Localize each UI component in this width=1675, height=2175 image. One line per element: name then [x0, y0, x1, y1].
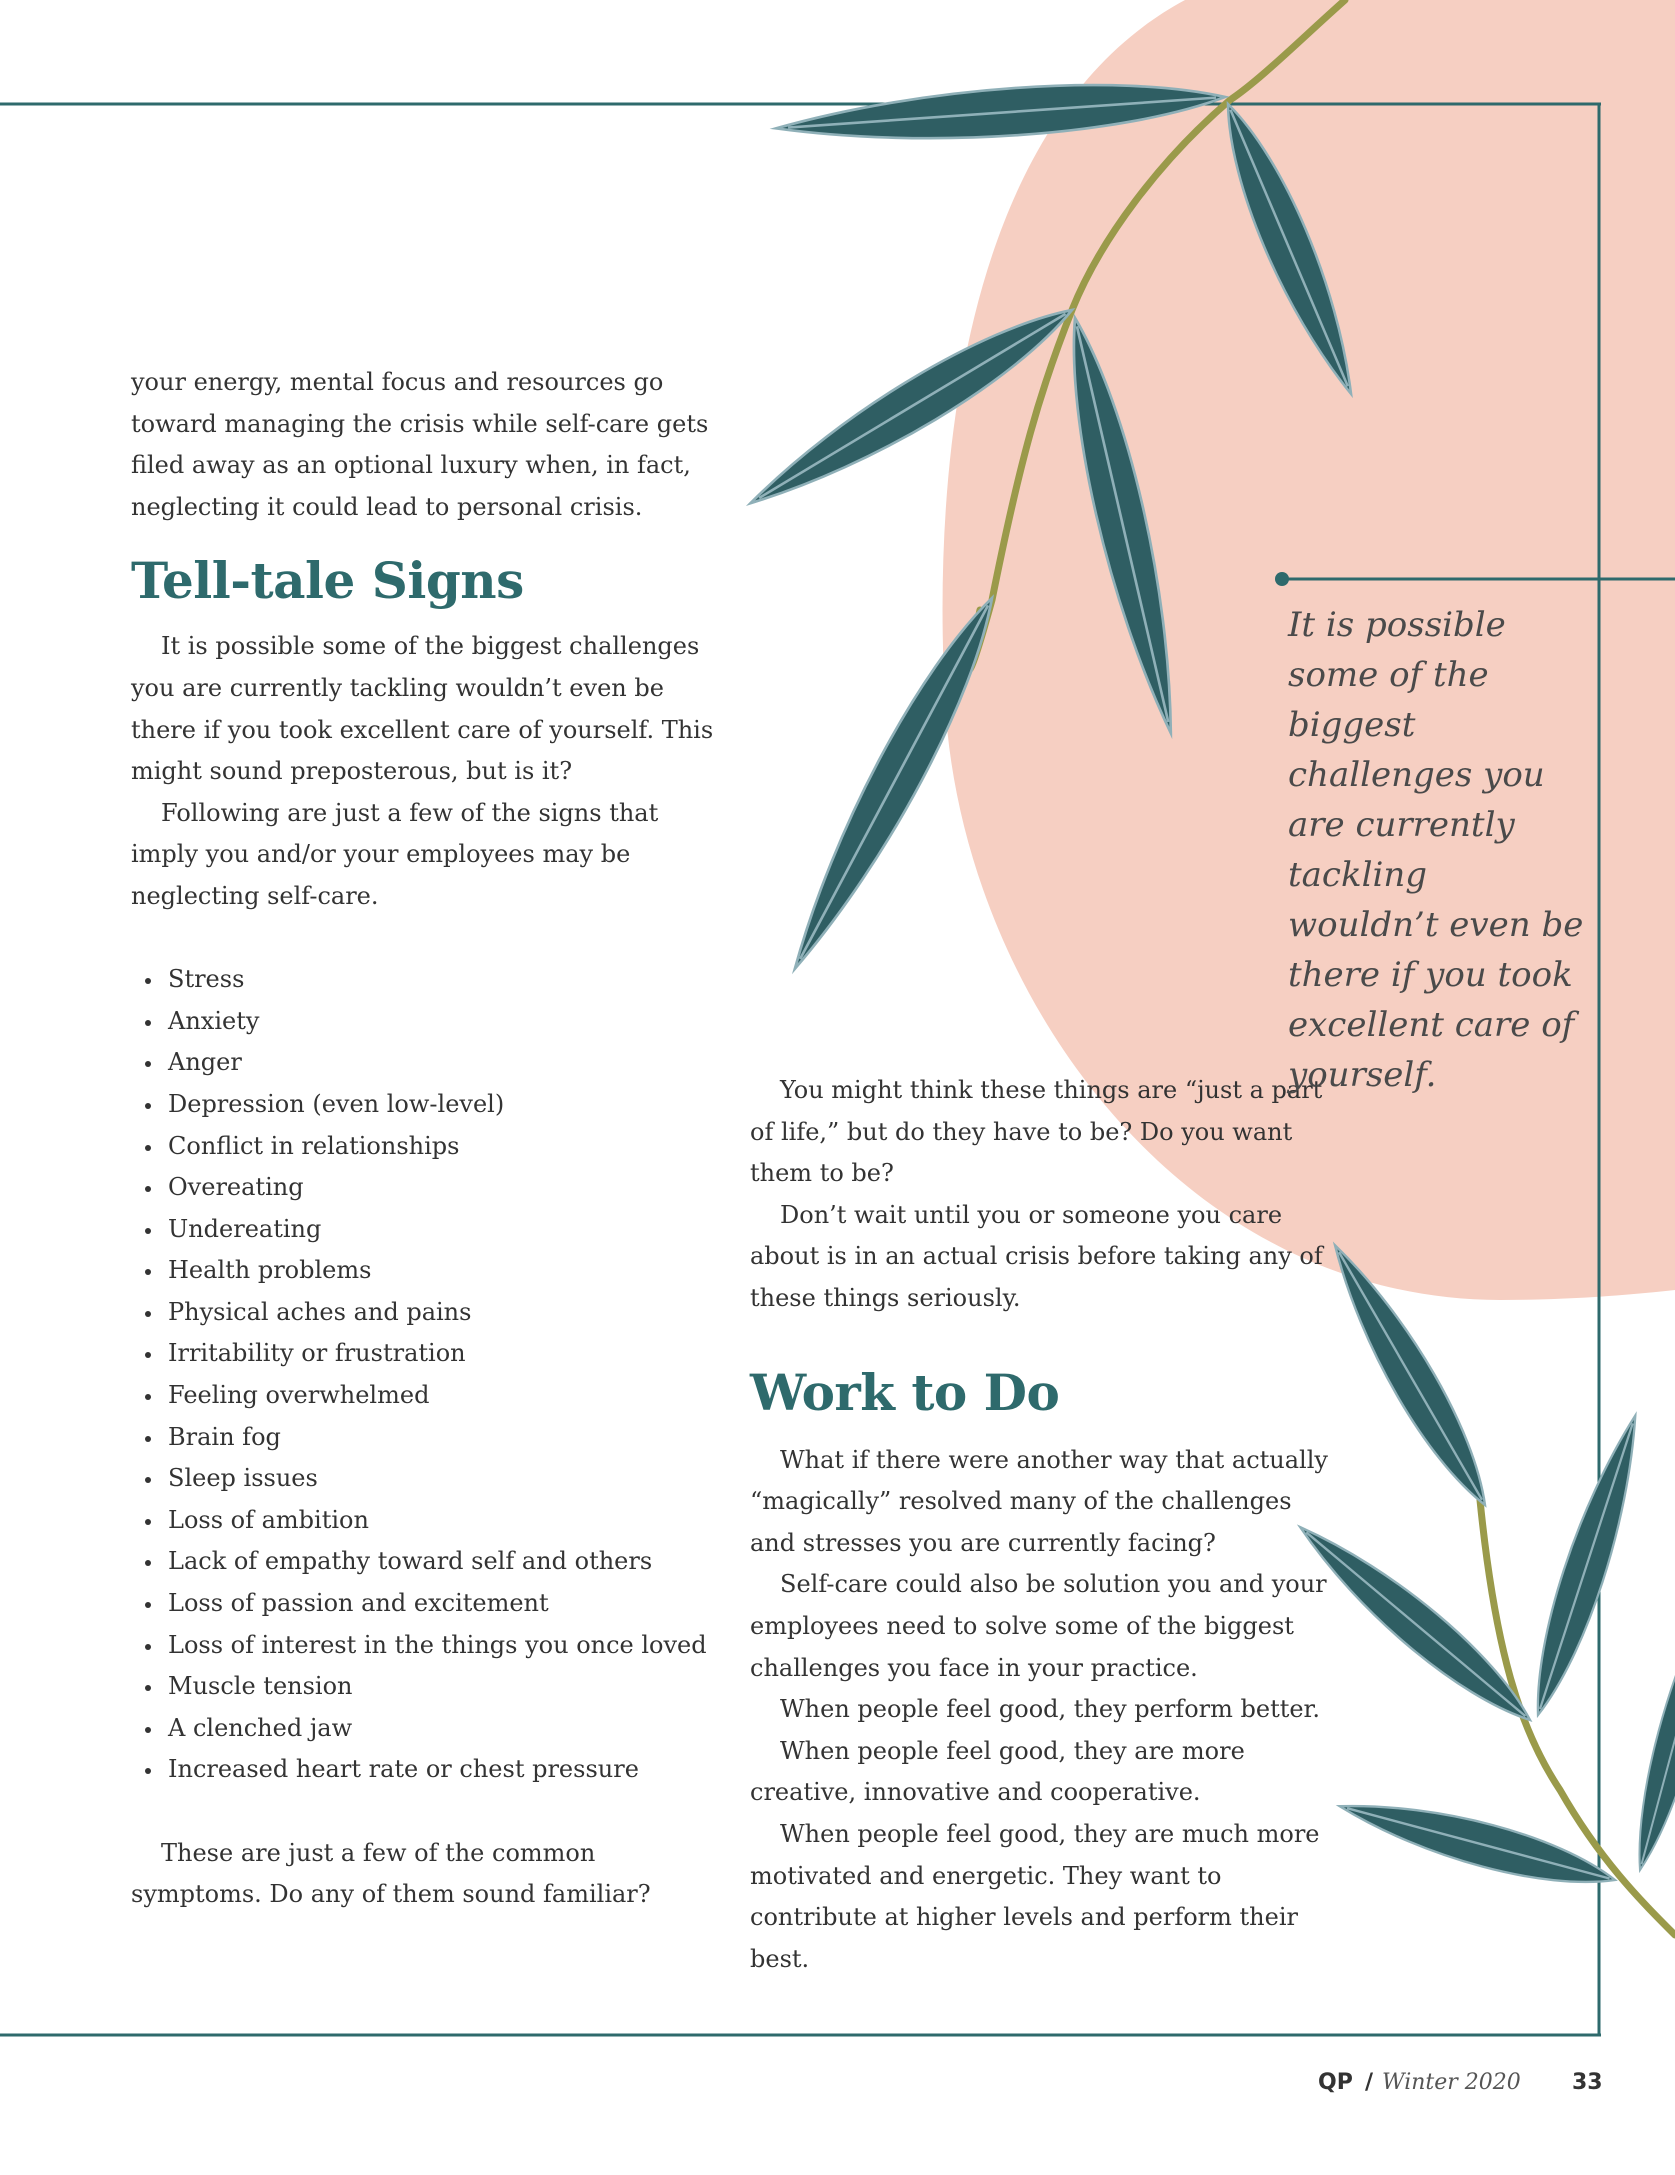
work-paragraph-2: Self-care could also be solution you and your employees need to solve some of the biggest challenges you face in your practice.	[750, 1570, 1327, 1682]
list-item: Irritability or frustration	[131, 1333, 716, 1375]
signs-paragraph-1: It is possible some of the biggest challenges you are currently tackling wouldn’t even be there if you took excellent care of yourself. This might sound preposterous, but is it?	[131, 632, 714, 786]
list-item: Anxiety	[131, 1001, 716, 1043]
work-paragraph-5: When people feel good, they are much more motivated and energetic. They want to contribute at higher levels and perform their best.	[750, 1819, 1320, 1973]
list-item: Health problems	[131, 1250, 716, 1292]
list-item: Brain fog	[131, 1417, 716, 1459]
intro-paragraph: your energy, mental focus and resources go toward managing the crisis while self-care gets filed away as an optional luxury when, in fact, neglecting it could lead to personal crisis.	[131, 368, 709, 521]
column-right	[750, 1070, 1335, 1980]
list-item: Loss of ambition	[131, 1500, 716, 1542]
footer-separator: /	[1365, 2070, 1374, 2095]
list-item: Conflict in relationships	[131, 1126, 716, 1168]
pull-quote: It is possible some of the biggest challenges you are currently tackling wouldn’t even be there if you took excellent care of yourself.	[1288, 605, 1584, 1095]
list-item: Muscle tension	[131, 1666, 716, 1708]
list-item: A clenched jaw	[131, 1708, 716, 1750]
list-item: Physical aches and pains	[131, 1292, 716, 1334]
work-paragraph-1: What if there were another way that actually “magically” resolved many of the challenges and stresses you are currently facing?	[750, 1445, 1328, 1557]
list-item: Lack of empathy toward self and others	[131, 1541, 716, 1583]
list-item: Anger	[131, 1042, 716, 1084]
list-item: Increased heart rate or chest pressure	[131, 1749, 716, 1791]
quote-rule-dot	[1275, 572, 1289, 586]
lower-branch-leaves	[1286, 1235, 1675, 1901]
heading-tell-tale-signs: Tell-tale Signs	[131, 551, 524, 611]
work-paragraph-3: When people feel good, they perform better.	[780, 1695, 1321, 1724]
list-item: Undereating	[131, 1209, 716, 1251]
issue-label: Winter 2020	[1382, 2070, 1521, 2095]
signs-paragraph-2: Following are just a few of the signs that imply you and/or your employees may be neglecting self-care.	[131, 798, 659, 910]
signs-closing-paragraph: These are just a few of the common symptoms. Do any of them sound familiar?	[131, 1838, 651, 1909]
list-item: Depression (even low-level)	[131, 1084, 716, 1126]
list-item: Overeating	[131, 1167, 716, 1209]
signs-list	[131, 959, 716, 1791]
list-item: Loss of passion and excitement	[131, 1583, 716, 1625]
list-item: Feeling overwhelmed	[131, 1375, 716, 1417]
col2-paragraph-2: Don’t wait until you or someone you care about is in an actual crisis before taking any of these things seriously.	[750, 1200, 1323, 1312]
list-item: Stress	[131, 959, 716, 1001]
list-item: Sleep issues	[131, 1458, 716, 1500]
heading-work-to-do: Work to Do	[750, 1362, 1060, 1422]
page-number: 33	[1572, 2070, 1603, 2095]
magazine-name: QP	[1318, 2070, 1353, 2095]
col2-paragraph-1: You might think these things are “just a part of life,” but do they have to be? Do you want them to be?	[750, 1076, 1323, 1188]
column-left	[131, 362, 716, 1916]
list-item: Loss of interest in the things you once loved	[131, 1625, 716, 1667]
page-footer	[1310, 2070, 1610, 2104]
work-paragraph-4: When people feel good, they are more creative, innovative and cooperative.	[750, 1736, 1245, 1807]
